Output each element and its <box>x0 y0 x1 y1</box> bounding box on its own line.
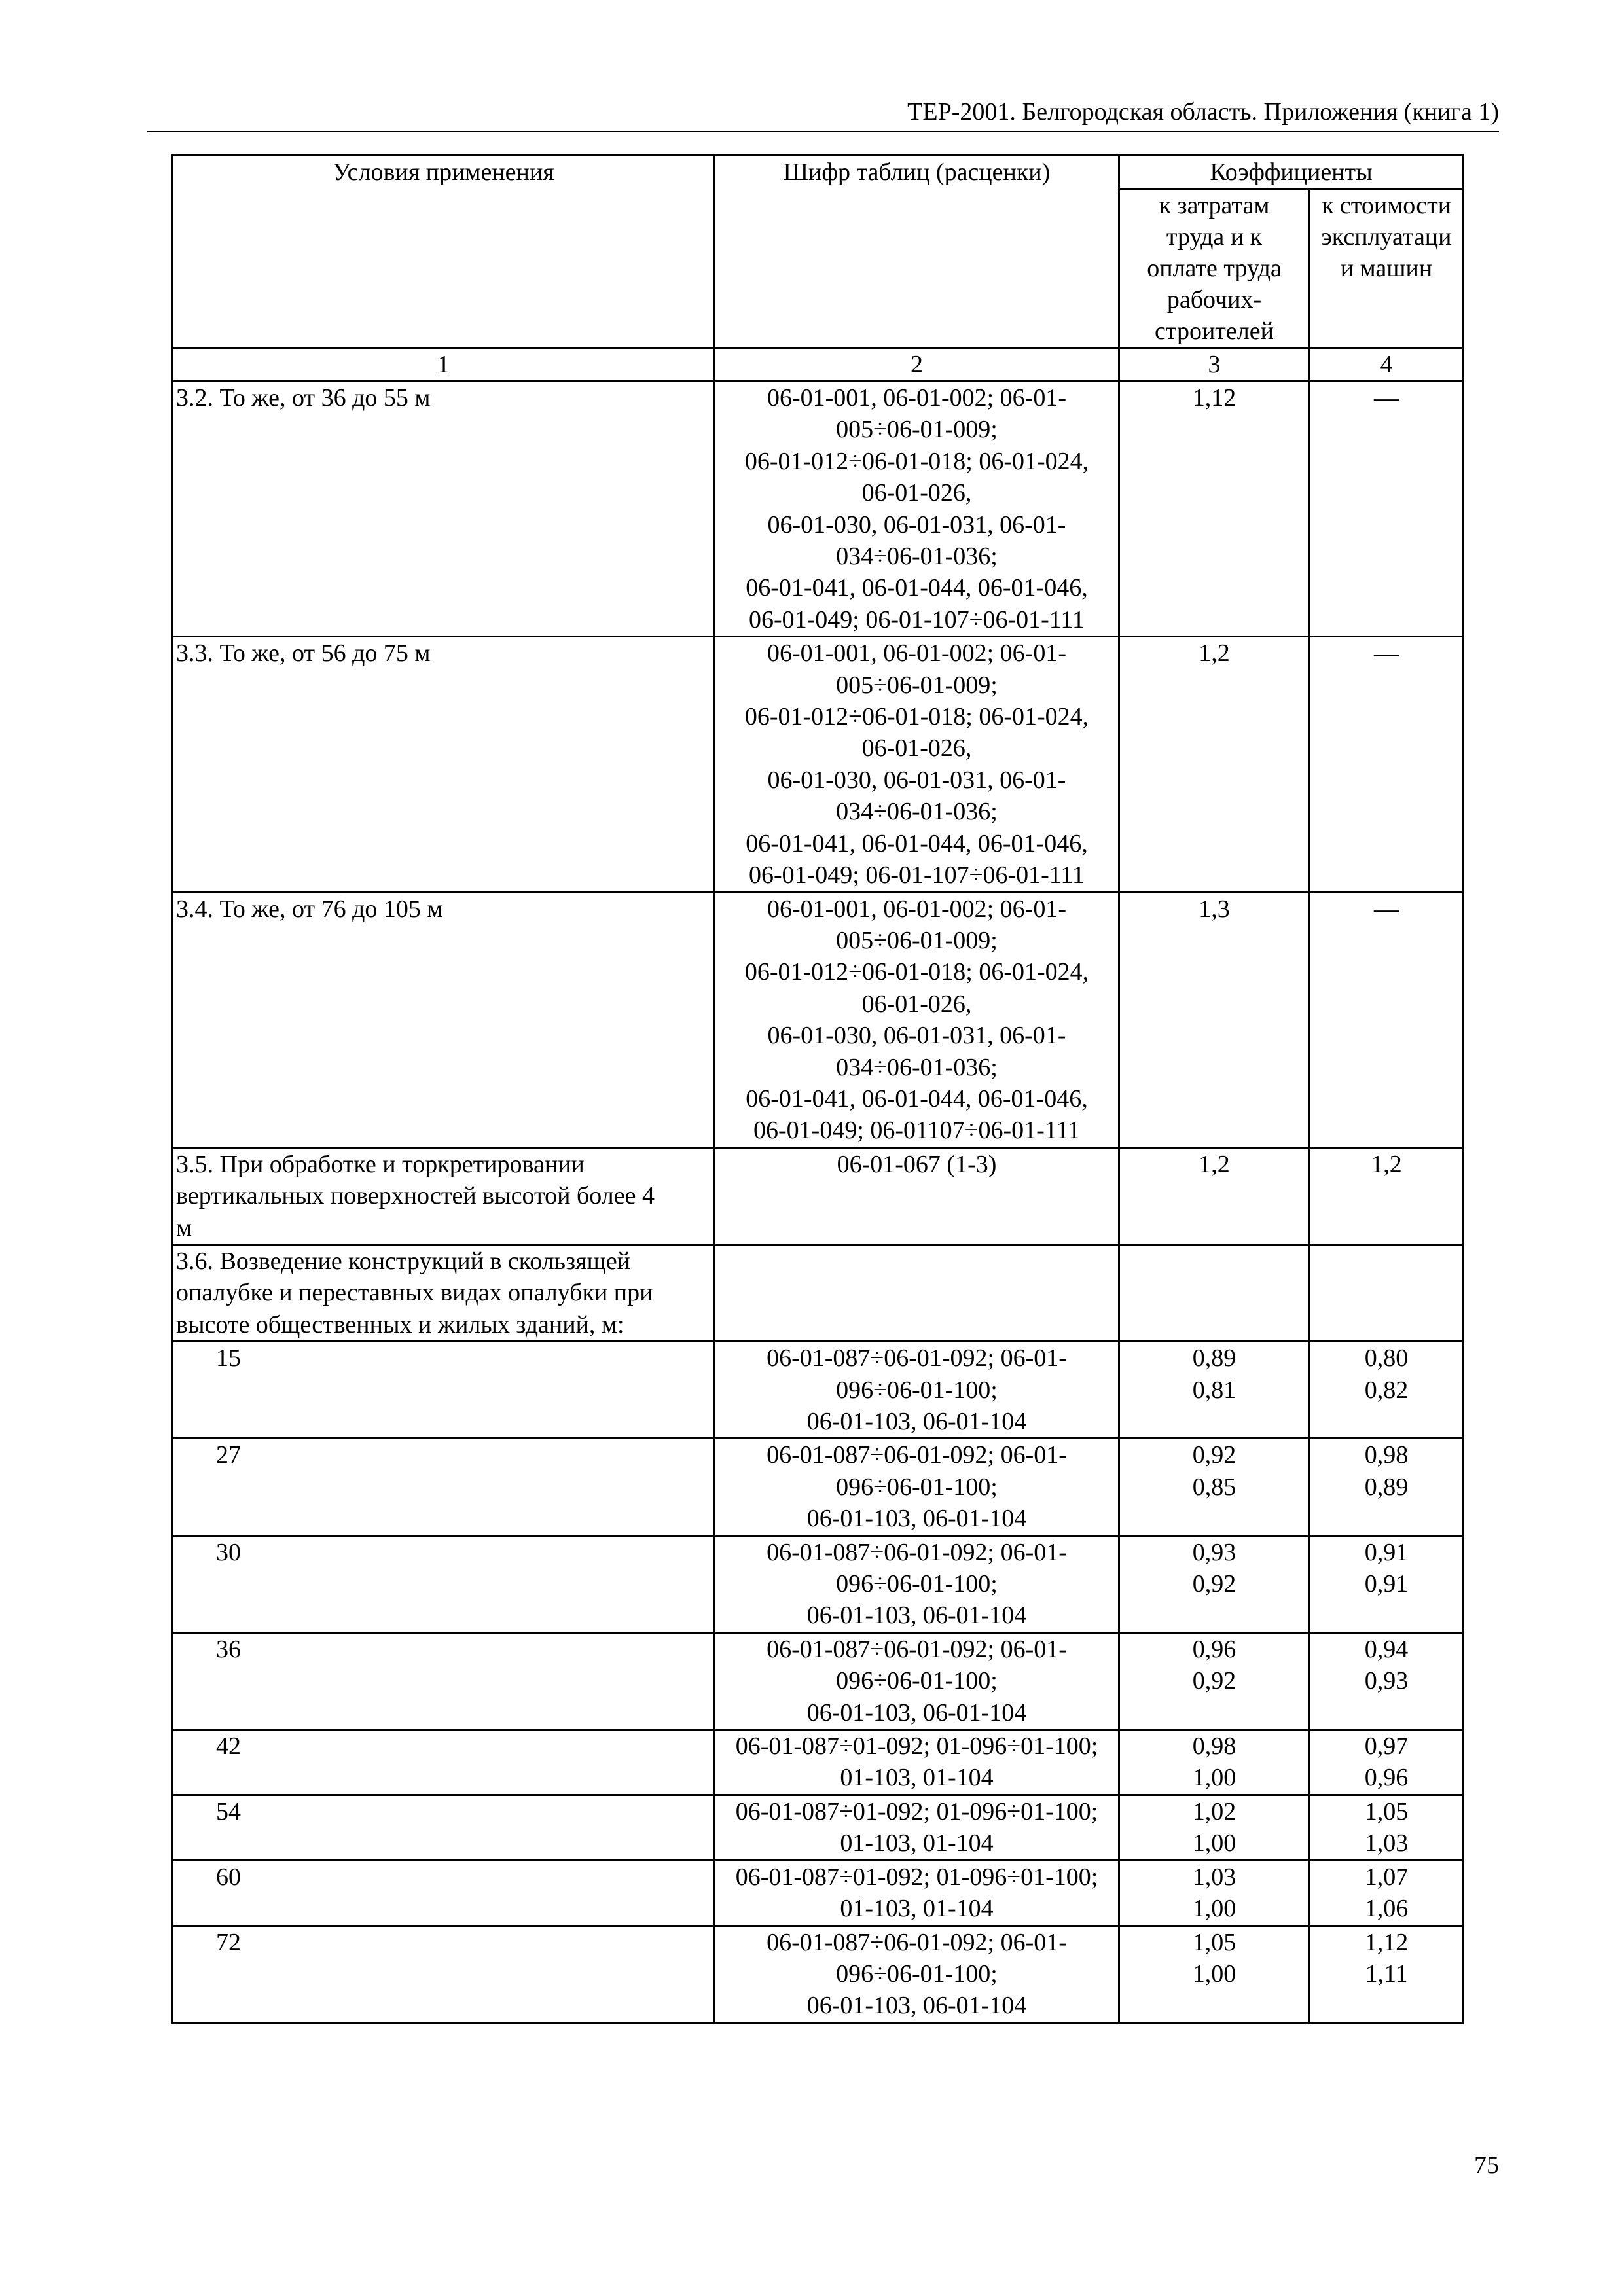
code-line: 096÷06-01-100; <box>836 1376 998 1404</box>
machines-coefficient-cell <box>1310 892 1464 1147</box>
machines-coefficient-line: 0,80 <box>1364 1344 1409 1372</box>
running-header: ТЕР-2001. Белгородская область. Приложения (книга 1) <box>907 98 1499 126</box>
code-line: 096÷06-01-100; <box>836 1473 998 1501</box>
code-line: 06-01-103, 06-01-104 <box>806 1408 1027 1435</box>
code-cell <box>715 1632 1119 1729</box>
code-line: 034÷06-01-036; <box>836 543 998 571</box>
condition-cell <box>173 1926 715 2022</box>
machines-coefficient-line: 0,97 <box>1364 1732 1409 1761</box>
table-row <box>173 1926 1464 2022</box>
column-number: 1 <box>173 348 715 382</box>
header-coefficients: Коэффициенты <box>1119 156 1464 189</box>
labor-coefficient-cell <box>1119 1147 1310 1244</box>
code-line: 06-01-026, <box>861 990 972 1018</box>
condition-cell <box>173 637 715 892</box>
labor-coefficient-line: 1,12 <box>1192 384 1236 412</box>
labor-coefficient-cell <box>1119 1244 1310 1341</box>
condition-line: 36 <box>216 1635 241 1663</box>
code-line: 06-01-103, 06-01-104 <box>806 1505 1027 1533</box>
machines-coefficient-cell <box>1310 1795 1464 1860</box>
table-row <box>173 1439 1464 1535</box>
header-machines <box>1310 189 1464 348</box>
machines-coefficient-line: — <box>1374 639 1399 668</box>
condition-cell <box>173 1795 715 1860</box>
code-line: 096÷06-01-100; <box>836 1570 998 1598</box>
machines-coefficient-line: 0,91 <box>1364 1538 1409 1566</box>
machines-coefficient-line: 1,05 <box>1364 1797 1409 1825</box>
condition-cell <box>173 1147 715 1244</box>
labor-coefficient-cell <box>1119 1632 1310 1729</box>
code-line: 034÷06-01-036; <box>836 798 998 826</box>
labor-coefficient-cell <box>1119 1730 1310 1795</box>
code-cell <box>715 1439 1119 1535</box>
table-row <box>173 892 1464 1147</box>
code-line: 06-01-087÷01-092; 01-096÷01-100; <box>735 1863 1098 1891</box>
header-rule <box>147 131 1499 132</box>
code-line: 096÷06-01-100; <box>836 1667 998 1695</box>
code-line: 005÷06-01-009; <box>836 416 998 444</box>
code-line: 06-01-103, 06-01-104 <box>806 1698 1027 1727</box>
condition-line: 54 <box>216 1797 241 1825</box>
machines-coefficient-line: 1,06 <box>1364 1895 1409 1923</box>
condition-cell <box>173 1535 715 1632</box>
labor-coefficient-cell <box>1119 1860 1310 1926</box>
condition-line: 3.3. То же, от 56 до 75 м <box>176 639 431 668</box>
table-row <box>173 1860 1464 1926</box>
header-code: Шифр таблиц (расценки) <box>715 156 1119 348</box>
machines-coefficient-line: 0,96 <box>1364 1764 1409 1792</box>
condition-cell <box>173 1342 715 1439</box>
machines-coefficient-cell <box>1310 1244 1464 1341</box>
condition-line: 60 <box>216 1863 241 1891</box>
code-line: 06-01-012÷06-01-018; 06-01-024, <box>744 447 1089 475</box>
code-line: 06-01-067 (1-3) <box>837 1150 997 1178</box>
condition-line: 3.6. Возведение конструкций в скользящей <box>176 1247 631 1275</box>
table-row <box>173 1147 1464 1244</box>
machines-coefficient-cell <box>1310 637 1464 892</box>
header-labor-line: оплате труда <box>1147 255 1282 282</box>
condition-line: 3.5. При обработке и торкретировании <box>176 1150 585 1178</box>
condition-line: высоте общественных и жилых зданий, м: <box>176 1310 624 1338</box>
table-row <box>173 1244 1464 1341</box>
code-line: 06-01-026, <box>861 479 972 507</box>
code-line: 06-01-030, 06-01-031, 06-01- <box>767 1022 1066 1050</box>
machines-coefficient-line: — <box>1374 895 1399 923</box>
labor-coefficient-line: 0,92 <box>1192 1667 1236 1695</box>
code-line: 06-01-103, 06-01-104 <box>806 1992 1027 2020</box>
labor-coefficient-line: 1,00 <box>1192 1960 1236 1988</box>
code-cell <box>715 1795 1119 1860</box>
code-line: 06-01-001, 06-01-002; 06-01- <box>767 639 1066 668</box>
machines-coefficient-cell <box>1310 1535 1464 1632</box>
column-number: 2 <box>715 348 1119 382</box>
machines-coefficient-line: 1,03 <box>1364 1829 1409 1857</box>
machines-coefficient-line: 0,93 <box>1364 1667 1409 1695</box>
machines-coefficient-line: 0,82 <box>1364 1376 1409 1404</box>
labor-coefficient-line: 0,98 <box>1192 1732 1236 1761</box>
condition-line: опалубке и переставных видах опалубки при <box>176 1279 653 1307</box>
code-line: 06-01-103, 06-01-104 <box>806 1602 1027 1630</box>
machines-coefficient-line: 0,89 <box>1364 1473 1409 1501</box>
labor-coefficient-line: 1,00 <box>1192 1764 1236 1792</box>
labor-coefficient-cell <box>1119 892 1310 1147</box>
labor-coefficient-line: 0,89 <box>1192 1344 1236 1372</box>
code-line: 06-01-087÷06-01-092; 06-01- <box>767 1344 1067 1372</box>
condition-line: м <box>176 1213 192 1242</box>
column-number: 3 <box>1119 348 1310 382</box>
header-labor-line: рабочих- <box>1166 286 1262 314</box>
code-line: 005÷06-01-009; <box>836 926 998 954</box>
code-line: 06-01-087÷06-01-092; 06-01- <box>767 1928 1067 1956</box>
condition-line: вертикальных поверхностей высотой более 4 <box>176 1182 655 1210</box>
condition-line: 30 <box>216 1538 241 1566</box>
code-cell <box>715 1244 1119 1341</box>
table-row <box>173 1535 1464 1632</box>
code-line: 01-103, 01-104 <box>840 1829 994 1857</box>
condition-line: 27 <box>216 1441 241 1469</box>
machines-coefficient-cell <box>1310 1632 1464 1729</box>
header-machines-line: эксплуатаци <box>1321 223 1452 251</box>
condition-cell <box>173 382 715 637</box>
code-line: 06-01-087÷06-01-092; 06-01- <box>767 1538 1067 1566</box>
code-cell <box>715 1730 1119 1795</box>
header-machines-line: к стоимости <box>1321 192 1452 219</box>
machines-coefficient-cell <box>1310 382 1464 637</box>
header-machines-line: и машин <box>1340 255 1433 282</box>
code-line: 06-01-041, 06-01-044, 06-01-046, <box>746 829 1088 857</box>
machines-coefficient-cell <box>1310 1860 1464 1926</box>
machines-coefficient-cell <box>1310 1342 1464 1439</box>
table-row <box>173 1632 1464 1729</box>
code-cell <box>715 1860 1119 1926</box>
labor-coefficient-line: 0,81 <box>1192 1376 1236 1404</box>
machines-coefficient-cell <box>1310 1147 1464 1244</box>
labor-coefficient-line: 1,3 <box>1199 895 1230 923</box>
code-line: 06-01-030, 06-01-031, 06-01- <box>767 511 1066 539</box>
condition-cell <box>173 892 715 1147</box>
machines-coefficient-cell <box>1310 1926 1464 2022</box>
table-row <box>173 1730 1464 1795</box>
labor-coefficient-cell <box>1119 1795 1310 1860</box>
header-labor-line: труда и к <box>1166 223 1263 251</box>
code-line: 06-01-049; 06-01107÷06-01-111 <box>753 1117 1080 1145</box>
code-line: 06-01-087÷06-01-092; 06-01- <box>767 1635 1067 1663</box>
code-cell <box>715 637 1119 892</box>
labor-coefficient-line: 0,92 <box>1192 1441 1236 1469</box>
machines-coefficient-line: 1,07 <box>1364 1863 1409 1891</box>
condition-line: 3.2. То же, от 36 до 55 м <box>176 384 431 412</box>
code-line: 06-01-087÷01-092; 01-096÷01-100; <box>735 1797 1098 1825</box>
labor-coefficient-line: 0,85 <box>1192 1473 1236 1501</box>
header-labor-line: строителей <box>1155 317 1274 345</box>
machines-coefficient-line: 0,98 <box>1364 1441 1409 1469</box>
code-line: 034÷06-01-036; <box>836 1053 998 1081</box>
code-line: 06-01-001, 06-01-002; 06-01- <box>767 895 1066 923</box>
labor-coefficient-line: 0,96 <box>1192 1635 1236 1663</box>
code-line: 06-01-012÷06-01-018; 06-01-024, <box>744 958 1089 986</box>
code-line: 005÷06-01-009; <box>836 671 998 699</box>
labor-coefficient-line: 1,00 <box>1192 1829 1236 1857</box>
header-conditions: Условия применения <box>173 156 715 348</box>
code-cell <box>715 892 1119 1147</box>
code-line: 096÷06-01-100; <box>836 1960 998 1988</box>
machines-coefficient-line: 0,94 <box>1364 1635 1409 1663</box>
code-line: 06-01-049; 06-01-107÷06-01-111 <box>748 861 1085 889</box>
labor-coefficient-cell <box>1119 1926 1310 2022</box>
labor-coefficient-line: 1,00 <box>1192 1895 1236 1923</box>
table-body <box>173 382 1464 2023</box>
code-line: 06-01-030, 06-01-031, 06-01- <box>767 766 1066 794</box>
code-cell <box>715 1535 1119 1632</box>
labor-coefficient-line: 1,2 <box>1199 639 1230 668</box>
labor-coefficient-cell <box>1119 1342 1310 1439</box>
code-line: 06-01-087÷01-092; 01-096÷01-100; <box>735 1732 1098 1761</box>
labor-coefficient-cell <box>1119 1439 1310 1535</box>
labor-coefficient-line: 0,92 <box>1192 1570 1236 1598</box>
labor-coefficient-line: 0,93 <box>1192 1538 1236 1566</box>
condition-cell <box>173 1244 715 1341</box>
condition-cell <box>173 1730 715 1795</box>
header-labor <box>1119 189 1310 348</box>
code-line: 06-01-049; 06-01-107÷06-01-111 <box>748 605 1085 634</box>
page-number: 75 <box>1474 2151 1499 2179</box>
condition-line: 15 <box>216 1344 241 1372</box>
machines-coefficient-line: — <box>1374 384 1399 412</box>
code-line: 06-01-041, 06-01-044, 06-01-046, <box>746 1085 1088 1113</box>
labor-coefficient-line: 1,2 <box>1199 1150 1230 1178</box>
table-row <box>173 1342 1464 1439</box>
column-number: 4 <box>1310 348 1464 382</box>
code-line: 01-103, 01-104 <box>840 1764 994 1792</box>
code-line: 06-01-012÷06-01-018; 06-01-024, <box>744 703 1089 731</box>
condition-cell <box>173 1439 715 1535</box>
code-line: 06-01-087÷06-01-092; 06-01- <box>767 1441 1067 1469</box>
labor-coefficient-cell <box>1119 1535 1310 1632</box>
labor-coefficient-line: 1,03 <box>1192 1863 1236 1891</box>
code-line: 06-01-041, 06-01-044, 06-01-046, <box>746 574 1088 602</box>
labor-coefficient-line: 1,05 <box>1192 1928 1236 1956</box>
table-row <box>173 382 1464 637</box>
labor-coefficient-line: 1,02 <box>1192 1797 1236 1825</box>
code-cell <box>715 1926 1119 2022</box>
machines-coefficient-line: 1,2 <box>1371 1150 1402 1178</box>
code-line: 06-01-001, 06-01-002; 06-01- <box>767 384 1066 412</box>
code-line: 06-01-026, <box>861 734 972 762</box>
coefficients-table <box>171 154 1464 2024</box>
code-cell <box>715 1342 1119 1439</box>
condition-cell <box>173 1632 715 1729</box>
condition-line: 72 <box>216 1928 241 1956</box>
table-row <box>173 637 1464 892</box>
code-cell <box>715 382 1119 637</box>
machines-coefficient-cell <box>1310 1439 1464 1535</box>
header-labor-line: к затратам <box>1159 192 1270 219</box>
machines-coefficient-line: 1,12 <box>1364 1928 1409 1956</box>
machines-coefficient-line: 1,11 <box>1365 1960 1408 1988</box>
machines-coefficient-line: 0,91 <box>1364 1570 1409 1598</box>
condition-line: 3.4. То же, от 76 до 105 м <box>176 895 443 923</box>
table-row <box>173 1795 1464 1860</box>
machines-coefficient-cell <box>1310 1730 1464 1795</box>
code-cell <box>715 1147 1119 1244</box>
labor-coefficient-cell <box>1119 637 1310 892</box>
code-line: 01-103, 01-104 <box>840 1895 994 1923</box>
condition-line: 42 <box>216 1732 241 1761</box>
labor-coefficient-cell <box>1119 382 1310 637</box>
condition-cell <box>173 1860 715 1926</box>
